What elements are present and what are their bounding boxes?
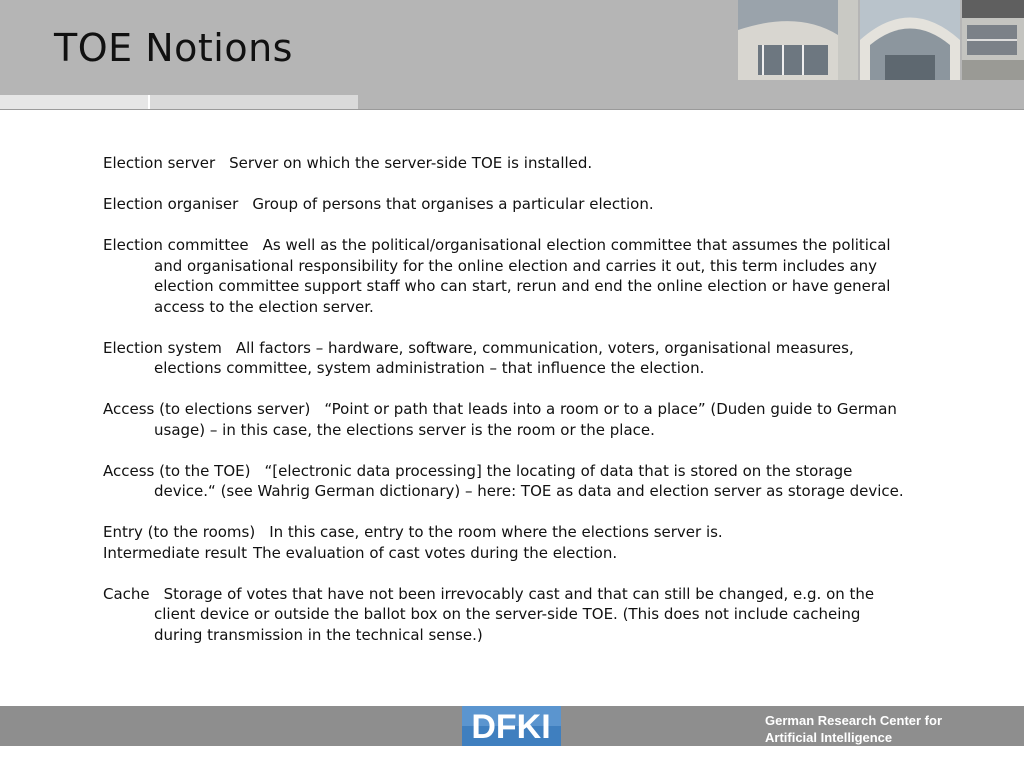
building-photo-3: [962, 0, 1024, 80]
list-item: Intermediate result The evaluation of cast votes during the election.: [103, 543, 618, 562]
dfki-logo-icon: [462, 706, 561, 746]
building-photo-1: [738, 0, 858, 80]
list-item: Election organiser Group of persons that organises a particular election.: [103, 195, 654, 213]
dfki-logo: [462, 706, 561, 746]
list-item: Election server Server on which the server-side TOE is installed.: [103, 154, 593, 172]
notions-list: [103, 153, 913, 666]
header-divider: [0, 109, 1024, 110]
footer-org-name: German Research Center for Artificial Intelligence: [765, 713, 943, 745]
list-item: Entry (to the rooms) In this case, entry to the room where the elections server is.: [103, 523, 723, 541]
header-band: [358, 95, 1024, 110]
list-item: Election system All factors – hardware, software, communication, voters, organisational measures, elections committee, system administration – that influence the election.: [103, 338, 854, 377]
header-tab-middle: [150, 95, 358, 110]
list-item: Access (to elections server) “Point or path that leads into a room or to a place” (Duden guide to German usage) – in this case, the elections server is the room or the place.: [103, 400, 897, 439]
slide-title: TOE Notions: [54, 26, 293, 70]
list-item: Access (to the TOE) “[electronic data processing] the locating of data that is stored on the storage device.“ (see Wahrig German dictionary) – here: TOE as data and election server as storage device.: [103, 461, 904, 500]
list-item: Cache Storage of votes that have not been irrevocably cast and that can still be changed, e.g. on the client device or outside the ballot box on the server-side TOE. (This does not include cacheing during transmission in the technical sense.): [103, 584, 875, 644]
list-item: Election committee As well as the political/organisational election committee that assumes the political and organisational responsibility for the online election and carries it out, this term includes any election committee support staff who can start, rerun and end the online election or have general access to the election server.: [103, 236, 891, 316]
header-tab-left: [0, 95, 148, 110]
logo-text: DFKI: [471, 708, 551, 746]
building-photo-2: [860, 0, 960, 80]
bottom-margin: [0, 746, 1024, 768]
